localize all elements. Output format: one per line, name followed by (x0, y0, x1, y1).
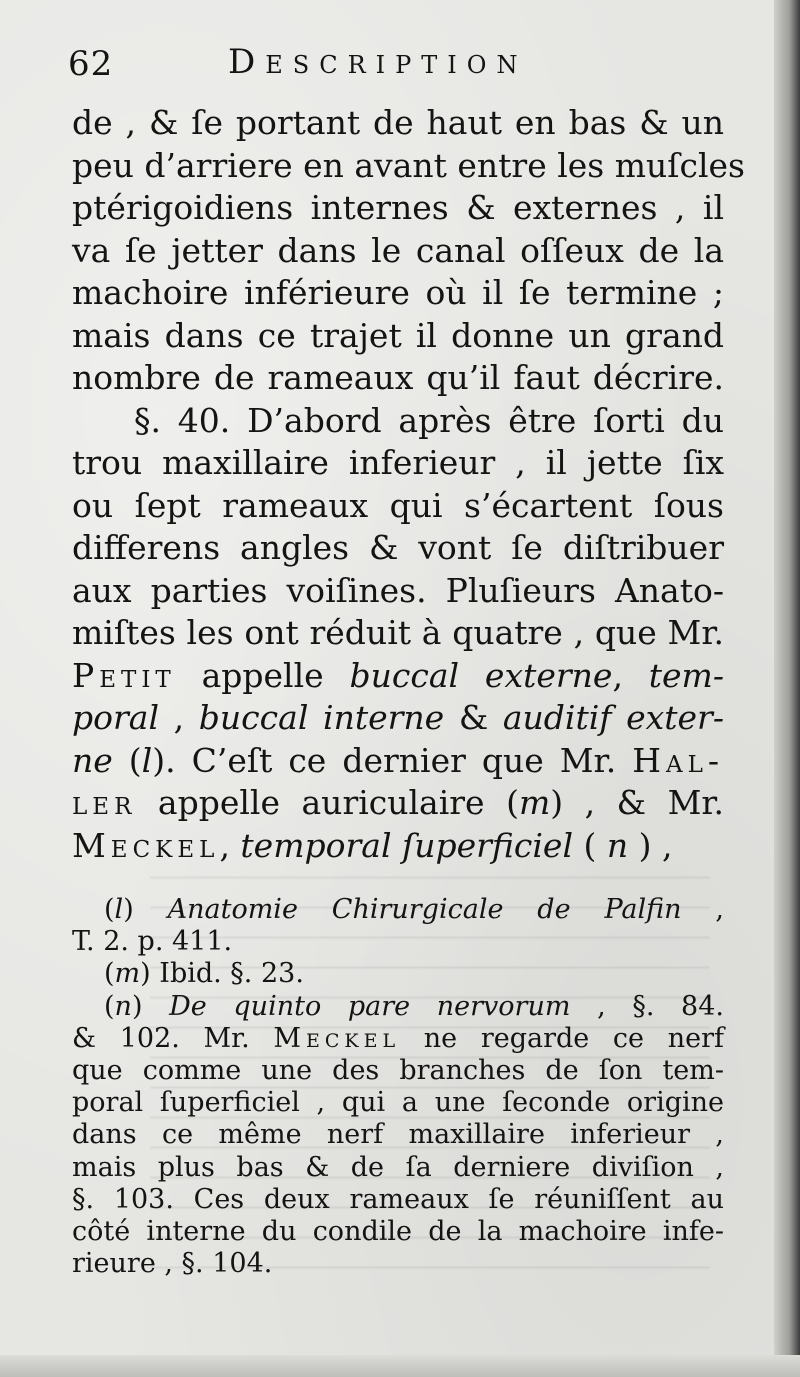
footnote-line: que comme une des branches de ſon tem- (72, 1054, 724, 1086)
text-run: appelle auriculaire ( (136, 783, 519, 822)
footnote-ref-n: n (606, 825, 629, 865)
text-run: , (681, 894, 724, 925)
main-text-block (72, 102, 745, 867)
text-line: peu d’arriere en avant entre les muſcles (72, 145, 745, 185)
text-run: & 102. Mr. (72, 1022, 274, 1054)
footnote-line (72, 1023, 724, 1055)
text-run: ( (104, 894, 115, 925)
footnote-ref-l: l (141, 740, 153, 780)
footnote-line: côté interne du condile de la machoire infe- (72, 1215, 724, 1247)
text-line (72, 697, 724, 740)
footnote-line: mais plus bas & de ſa derniere diviſion , (72, 1151, 724, 1183)
italic-term: buccal externe (349, 655, 613, 695)
page-edge-shadow (774, 0, 800, 1377)
text-line: ou ſept rameaux qui s’écartent ſous (72, 485, 724, 525)
text-run: ( (104, 958, 115, 990)
footnote-ref-m: m (518, 783, 551, 822)
text-line: mais dans ce trajet il donne un grand (72, 315, 724, 355)
italic-term: temporal ſuperficiel (240, 825, 574, 865)
italic-term: ne (72, 740, 113, 780)
cited-title: De quinto pare nervorum (169, 990, 571, 1022)
text-line: machoire inférieure où il ſe termine ; (72, 273, 724, 312)
footnote-line: T. 2. p. 411. (72, 926, 233, 958)
text-line: miſtes les ont réduit à quatre , que Mr. (72, 613, 724, 652)
cited-title: Anatomie Chirurgicale de Palfin (167, 894, 682, 925)
text-line: differens angles & vont ſe diſtribuer (72, 528, 724, 567)
running-title: Description (228, 42, 528, 82)
footnote-mark: m (114, 958, 141, 990)
footnote-line: §. 103. Ces deux rameaux ſe réuniſſent au (72, 1183, 724, 1215)
text-line: trou maxillaire inferieur , il jette ſix (72, 443, 724, 482)
text-run: ) , & Mr. (550, 783, 724, 822)
author-name-haller: Hal- (632, 740, 724, 780)
text-run: , §. 84. (570, 990, 724, 1022)
footnote-line (72, 894, 724, 926)
text-run: ) , (628, 825, 673, 865)
text-line (72, 825, 724, 868)
author-name-meckel: Meckel (273, 1022, 401, 1054)
running-header (68, 42, 728, 92)
italic-term: auditif exter- (502, 698, 724, 737)
footnote-line: poral ſuperficiel , qui a une ſeconde origine (72, 1087, 724, 1119)
text-run: ) (131, 990, 170, 1022)
text-run: , (159, 698, 199, 737)
text-run: ( (104, 990, 115, 1022)
footnote-line (72, 958, 724, 990)
footnote-line (72, 991, 724, 1023)
text-line (72, 782, 724, 825)
text-run: ) Ibid. §. 23. (140, 958, 304, 990)
text-run: & (444, 698, 503, 737)
footnote-line: rieure , §. 104. (72, 1248, 273, 1280)
italic-term: buccal interne (198, 698, 445, 737)
text-run: ) (123, 894, 168, 925)
text-run: ne regarde ce nerf (400, 1022, 724, 1054)
text-line (72, 655, 724, 698)
page-bottom-edge (0, 1355, 800, 1377)
italic-term: tem- (648, 655, 724, 695)
author-name-haller-end: ler (72, 783, 137, 822)
text-line: de , & ſe portant de haut en bas & un (72, 103, 724, 142)
paragraph-start-line: §. 40. D’abord après être ſorti du (134, 400, 724, 440)
page-number: 62 (68, 44, 114, 84)
footnote-mark: n (114, 990, 132, 1022)
author-name-meckel: Meckel (72, 825, 220, 865)
italic-term: poral (72, 698, 159, 737)
text-run: , (612, 655, 649, 695)
footnote-line: dans ce même nerf maxillaire inferieur , (72, 1119, 724, 1151)
text-line: ptérigoidiens internes & externes , il (72, 188, 724, 227)
text-run: , (219, 825, 241, 865)
footnotes-block (72, 894, 724, 1280)
text-run: ). C’eſt ce dernier que Mr. (152, 740, 633, 780)
footnote-mark: l (114, 894, 124, 925)
text-line (72, 740, 724, 783)
text-line: va ſe jetter dans le canal oſſeux de la (72, 230, 724, 270)
author-name-petit: Petit (72, 655, 176, 695)
text-run: appelle (175, 655, 350, 695)
text-line: aux parties voiſines. Pluſieurs Anato- (72, 570, 724, 610)
text-run: ( (112, 740, 142, 780)
text-line: nombre de rameaux qu’il faut décrire. (72, 358, 724, 397)
text-run: ( (573, 825, 607, 865)
